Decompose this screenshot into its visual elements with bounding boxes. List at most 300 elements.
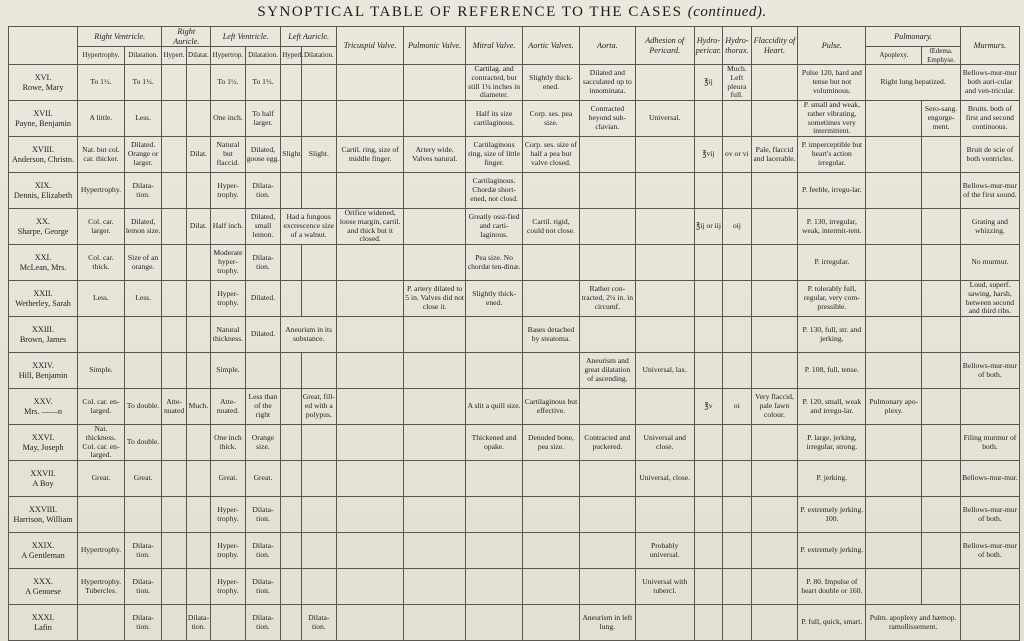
cell: To 1½. xyxy=(211,65,246,101)
cell xyxy=(922,209,961,245)
cell: Less. xyxy=(78,281,125,317)
cell: Dilated and sacculated up to innominata. xyxy=(579,65,635,101)
case-cell: XXIX. A Gentleman xyxy=(9,533,78,569)
cell: Dilata-tion. xyxy=(124,605,162,641)
cell: Thickened and opake. xyxy=(466,425,523,461)
cell xyxy=(866,209,922,245)
cell xyxy=(751,245,798,281)
cell xyxy=(337,389,404,425)
cell: Universal, lax. xyxy=(635,353,694,389)
cell xyxy=(281,533,301,569)
cell: Bellows-mur-mur of both. xyxy=(960,497,1019,533)
cell: P. feeble, irregu-lar. xyxy=(798,173,866,209)
cell xyxy=(523,281,580,317)
cell xyxy=(694,461,722,497)
cell xyxy=(694,497,722,533)
cell: Less. xyxy=(124,101,162,137)
cell xyxy=(866,281,922,317)
cell xyxy=(337,461,404,497)
cell xyxy=(466,569,523,605)
cell: P. imperceptible but heart's action irregular. xyxy=(798,137,866,173)
header-murmurs: Murmurs. xyxy=(960,27,1019,65)
cell xyxy=(635,65,694,101)
cell xyxy=(337,605,404,641)
cell: Col. car. en-larged. xyxy=(78,389,125,425)
cell xyxy=(162,569,186,605)
cell xyxy=(523,569,580,605)
case-cell: XXII. Wetherley, Sarah xyxy=(9,281,78,317)
cell: To double. xyxy=(124,389,162,425)
cell xyxy=(723,245,751,281)
cell xyxy=(635,389,694,425)
cell: Dilated, goose egg. xyxy=(245,137,281,173)
cell xyxy=(337,425,404,461)
cell xyxy=(162,209,186,245)
cell xyxy=(124,497,162,533)
cell: Dilated, lemon size. xyxy=(124,209,162,245)
cell xyxy=(751,65,798,101)
cell: Universal with tubercl. xyxy=(635,569,694,605)
cell xyxy=(301,497,337,533)
cell xyxy=(866,461,922,497)
case-cell: XVIII. Anderson, Christn. xyxy=(9,137,78,173)
cell: ℥vij xyxy=(694,137,722,173)
cell xyxy=(960,389,1019,425)
cell xyxy=(281,65,301,101)
cell: Cartilag. and contracted, but still 1¼ inches in diameter. xyxy=(466,65,523,101)
cell xyxy=(404,245,466,281)
cell xyxy=(922,137,961,173)
case-cell: XXV. Mrs. ——n xyxy=(9,389,78,425)
cell xyxy=(301,65,337,101)
subheader-ra-dilatat: Dilatat. xyxy=(186,47,210,65)
case-cell: XXI. McLean, Mrs. xyxy=(9,245,78,281)
cell xyxy=(866,173,922,209)
cell: Very flaccid, pale fawn colour. xyxy=(751,389,798,425)
cell: Dilata-tion. xyxy=(186,605,210,641)
cell xyxy=(866,245,922,281)
cell xyxy=(337,497,404,533)
cell: ℥v xyxy=(694,389,722,425)
cell xyxy=(694,317,722,353)
cell xyxy=(523,533,580,569)
cell xyxy=(723,353,751,389)
cell xyxy=(404,425,466,461)
cell xyxy=(281,281,301,317)
cell: Dilated, small lemon. xyxy=(245,209,281,245)
cell xyxy=(922,569,961,605)
cell xyxy=(186,245,210,281)
cell xyxy=(523,173,580,209)
cell: Dilata-tion. xyxy=(124,533,162,569)
cell: Dilata-tion. xyxy=(245,569,281,605)
cell xyxy=(635,209,694,245)
cell xyxy=(404,533,466,569)
case-cell: XXVII. A Boy xyxy=(9,461,78,497)
cell: Dilata-tion. xyxy=(245,245,281,281)
cell xyxy=(124,317,162,353)
cell: P. 80. Impulse of heart double or 160. xyxy=(798,569,866,605)
cell: P. large, jerking, irregular, strong. xyxy=(798,425,866,461)
cell xyxy=(866,497,922,533)
cell xyxy=(301,101,337,137)
cell: Bellows-mur-mur of both. xyxy=(960,533,1019,569)
subheader-apoplexy: Apoplexy. xyxy=(866,47,922,65)
cell xyxy=(723,461,751,497)
cell xyxy=(922,425,961,461)
cell xyxy=(922,497,961,533)
subheader-rv-dilatation: Dilatation. xyxy=(124,47,162,65)
table-row xyxy=(9,281,1020,317)
subheader-lv-hypertrop: Hypertrop. xyxy=(211,47,246,65)
cell: Universal and close. xyxy=(635,425,694,461)
cell xyxy=(635,317,694,353)
cell xyxy=(186,317,210,353)
cell: Hyper-trophy. xyxy=(211,569,246,605)
subheader-lv-dilatation: Dilatation. xyxy=(245,47,281,65)
cell: To 1½. xyxy=(78,65,125,101)
cell xyxy=(466,497,523,533)
cell: Bruits. both of first and second continuous. xyxy=(960,101,1019,137)
cell: Filing murmur of both. xyxy=(960,425,1019,461)
cell xyxy=(523,497,580,533)
table-row xyxy=(9,173,1020,209)
cell: Col. car. larger. xyxy=(78,209,125,245)
cell xyxy=(301,569,337,605)
subheader-rv-hypertrophy: Hypertrophy. xyxy=(78,47,125,65)
header-right-auricle: Right Auricle. xyxy=(162,27,211,47)
cell xyxy=(162,317,186,353)
cell xyxy=(281,569,301,605)
cell: ℥ij xyxy=(694,65,722,101)
cell xyxy=(301,281,337,317)
cell: Hypertrophy. xyxy=(78,533,125,569)
cell xyxy=(281,425,301,461)
cell xyxy=(404,389,466,425)
cell xyxy=(694,245,722,281)
cell: Hypertrophy. xyxy=(78,173,125,209)
cell xyxy=(723,173,751,209)
cell xyxy=(337,101,404,137)
case-cell: XXIII. Brown, James xyxy=(9,317,78,353)
subheader-la-hyperl: Hyperl. xyxy=(281,47,301,65)
cell xyxy=(466,605,523,641)
cell: A little. xyxy=(78,101,125,137)
table-row xyxy=(9,65,1020,101)
cell xyxy=(281,389,301,425)
cell xyxy=(186,425,210,461)
cell xyxy=(186,65,210,101)
cell: Hyper-trophy. xyxy=(211,497,246,533)
cell xyxy=(579,173,635,209)
cell xyxy=(723,497,751,533)
cell xyxy=(186,497,210,533)
cell xyxy=(281,173,301,209)
cell xyxy=(751,209,798,245)
cell xyxy=(466,353,523,389)
cell: P. 130, full, str. and jerking. xyxy=(798,317,866,353)
cell xyxy=(751,317,798,353)
cell: Aneurism in left lung. xyxy=(579,605,635,641)
cell: Cartilaginous. Chordæ short-ened, not closd. xyxy=(466,173,523,209)
cell xyxy=(922,353,961,389)
cell: ov or vi xyxy=(723,137,751,173)
cell xyxy=(337,65,404,101)
cell xyxy=(337,533,404,569)
cell xyxy=(78,605,125,641)
cell: Corp. ses. pea size. xyxy=(523,101,580,137)
cell: Aneurism in its substance. xyxy=(281,317,337,353)
cell xyxy=(466,461,523,497)
cell: Half inch. xyxy=(211,209,246,245)
cell: Pulmonary apo-plexy. xyxy=(866,389,922,425)
cell xyxy=(866,101,922,137)
cell xyxy=(922,245,961,281)
cell: Pulse 120, hard and tense but not voluminous. xyxy=(798,65,866,101)
cell: Dilata-tion. xyxy=(124,569,162,605)
cell xyxy=(281,101,301,137)
header-right-ventricle: Right Ventricle. xyxy=(78,27,162,47)
cell xyxy=(523,605,580,641)
header-aorta: Aorta. xyxy=(579,27,635,65)
table-row xyxy=(9,605,1020,641)
cell: Dilat. xyxy=(186,137,210,173)
cell xyxy=(162,65,186,101)
cell xyxy=(523,461,580,497)
cell: Cartilaginous but effective. xyxy=(523,389,580,425)
cell xyxy=(337,353,404,389)
cell xyxy=(960,317,1019,353)
cell: To half larger. xyxy=(245,101,281,137)
header-pulmonary: Pulmonary. xyxy=(866,27,961,47)
cell xyxy=(694,281,722,317)
cell: Slightly thick-ened. xyxy=(523,65,580,101)
cell xyxy=(281,245,301,281)
table-row xyxy=(9,245,1020,281)
cell: Dilated. xyxy=(245,281,281,317)
cell: Col. car. thick. xyxy=(78,245,125,281)
cell xyxy=(635,137,694,173)
header-left-auricle: Left Auricle. xyxy=(281,27,337,47)
cell xyxy=(245,353,281,389)
cell: Cartilaginous ring, size of little finger. xyxy=(466,137,523,173)
cell: P. jerking. xyxy=(798,461,866,497)
cell: Simple. xyxy=(211,353,246,389)
cell: Pulm. apoplexy and hæmop. ramollissement. xyxy=(866,605,961,641)
cell: Contracted beyond sub-clavian. xyxy=(579,101,635,137)
cell: Bellows-mur-mur of both. xyxy=(960,353,1019,389)
cell xyxy=(301,533,337,569)
cell xyxy=(337,245,404,281)
header-hydropericar: Hydro-pericar. xyxy=(694,27,722,65)
cell xyxy=(922,461,961,497)
cell: To 1½. xyxy=(124,65,162,101)
cell xyxy=(78,317,125,353)
cell xyxy=(723,425,751,461)
cell xyxy=(751,281,798,317)
cell: oij xyxy=(723,209,751,245)
cell: Great. xyxy=(124,461,162,497)
cell xyxy=(162,461,186,497)
cell xyxy=(404,569,466,605)
cell: Nat. but col. car. thicker. xyxy=(78,137,125,173)
cell: Atte-nuated xyxy=(162,389,186,425)
cell xyxy=(337,173,404,209)
cell: P. extremely jerking. 100. xyxy=(798,497,866,533)
cell xyxy=(211,605,246,641)
cell: P. 130, irregular, weak, intermit-tent. xyxy=(798,209,866,245)
cell: Sero-sang. engorge-ment. xyxy=(922,101,961,137)
cell: Atte-nuated. xyxy=(211,389,246,425)
cell xyxy=(162,245,186,281)
cell xyxy=(404,101,466,137)
cell: Slight. xyxy=(301,137,337,173)
cell xyxy=(694,605,722,641)
cell: Orange size. xyxy=(245,425,281,461)
cell: Dilata-tion. xyxy=(245,533,281,569)
cell xyxy=(162,605,186,641)
cell xyxy=(124,353,162,389)
cell xyxy=(281,605,301,641)
title-main: SYNOPTICAL TABLE OF REFERENCE TO THE CASES xyxy=(257,4,683,20)
cell xyxy=(866,533,922,569)
cell: Loud, superf. sawing, harsh, between second and third ribs. xyxy=(960,281,1019,317)
header-left-ventricle: Left Ventricle. xyxy=(211,27,281,47)
cell: Cartil. ring, size of middle finger. xyxy=(337,137,404,173)
cell: Denuded bone, pea size. xyxy=(523,425,580,461)
cell: Greatly ossi-fied and carti-laginous. xyxy=(466,209,523,245)
table-row xyxy=(9,569,1020,605)
cell: Much. xyxy=(186,389,210,425)
cell: Universal. xyxy=(635,101,694,137)
cell: Dilated. Orange or larger. xyxy=(124,137,162,173)
cell xyxy=(281,497,301,533)
cell xyxy=(466,533,523,569)
cell: Had a fungous excrescence size of a walnut. xyxy=(281,209,337,245)
cell xyxy=(694,101,722,137)
cell: Probably universal. xyxy=(635,533,694,569)
table-row xyxy=(9,425,1020,461)
cell xyxy=(866,137,922,173)
cell xyxy=(694,569,722,605)
cell xyxy=(922,281,961,317)
table-row xyxy=(9,353,1020,389)
cell: A slit a quill size. xyxy=(466,389,523,425)
table-row xyxy=(9,497,1020,533)
cell xyxy=(922,389,961,425)
cell: Bellows-mur-mur both auri-cular and ven-tricular. xyxy=(960,65,1019,101)
case-cell: XIX. Dennis, Elizabeth xyxy=(9,173,78,209)
case-cell: XVI. Rowe, Mary xyxy=(9,65,78,101)
cell xyxy=(723,533,751,569)
cell: Aneurism and great dilatation of ascending. xyxy=(579,353,635,389)
cell xyxy=(186,173,210,209)
cell: Universal, close. xyxy=(635,461,694,497)
cell xyxy=(466,317,523,353)
cell xyxy=(337,281,404,317)
cell: P. small and weak, rather vibrating, sometimes very intermittent. xyxy=(798,101,866,137)
cell: Great. xyxy=(245,461,281,497)
cell xyxy=(635,497,694,533)
cell xyxy=(960,605,1019,641)
cell xyxy=(579,533,635,569)
cell xyxy=(162,425,186,461)
cell xyxy=(579,569,635,605)
page-title xyxy=(0,4,1024,21)
cell: Dilated. xyxy=(245,317,281,353)
cell xyxy=(866,425,922,461)
case-cell: XXVI. May, Joseph xyxy=(9,425,78,461)
cell: Dilata-tion. xyxy=(124,173,162,209)
cell: Corp. ses. size of half a pea but valve closed. xyxy=(523,137,580,173)
cell xyxy=(723,605,751,641)
cell xyxy=(162,533,186,569)
cell xyxy=(751,101,798,137)
cell: Pea size. No chordæ ten-dinæ. xyxy=(466,245,523,281)
cell: One inch. xyxy=(211,101,246,137)
cell xyxy=(404,173,466,209)
table-row xyxy=(9,137,1020,173)
cell xyxy=(723,281,751,317)
cell xyxy=(751,569,798,605)
cell xyxy=(186,569,210,605)
cell: Natural but flaccid. xyxy=(211,137,246,173)
cell xyxy=(337,317,404,353)
header-pulmonic: Pulmonic Valve. xyxy=(404,27,466,65)
table-row xyxy=(9,101,1020,137)
table-row xyxy=(9,389,1020,425)
header-adhesion: Adhesion of Pericard. xyxy=(635,27,694,65)
cell xyxy=(162,101,186,137)
cell: Orifice widened, loose margin, cartil. and thick but it closed. xyxy=(337,209,404,245)
cell xyxy=(579,461,635,497)
cell xyxy=(301,353,337,389)
cell xyxy=(186,101,210,137)
case-cell: XXVIII. Harrison, William xyxy=(9,497,78,533)
cell xyxy=(723,101,751,137)
cell xyxy=(186,461,210,497)
cell: Dilata-tion. xyxy=(245,173,281,209)
cell: Rather con-tracted, 2¼ in. in circumf. xyxy=(579,281,635,317)
cell: Hyper-trophy. xyxy=(211,173,246,209)
cell xyxy=(162,353,186,389)
cell xyxy=(78,497,125,533)
case-cell: XXXI. Lafin xyxy=(9,605,78,641)
cell xyxy=(751,605,798,641)
cell xyxy=(301,461,337,497)
cell: Hyper-trophy. xyxy=(211,533,246,569)
cell xyxy=(635,605,694,641)
case-cell: XXIV. Hill, Benjamin xyxy=(9,353,78,389)
cell xyxy=(579,389,635,425)
cell xyxy=(751,353,798,389)
cell: To double. xyxy=(124,425,162,461)
subheader-oedema: Œdema. Emphyse. xyxy=(922,47,961,65)
cell xyxy=(694,353,722,389)
cell: P. extremely jerking. xyxy=(798,533,866,569)
cell xyxy=(281,353,301,389)
header-hydrothorax: Hydro-thorax. xyxy=(723,27,751,65)
cell: ℥ij or iij xyxy=(694,209,722,245)
cell xyxy=(523,353,580,389)
cell: oi xyxy=(723,389,751,425)
cell xyxy=(301,245,337,281)
header-pulse: Pulse. xyxy=(798,27,866,65)
cell xyxy=(960,569,1019,605)
cell: Hypertrophy. Tubercles. xyxy=(78,569,125,605)
cell xyxy=(186,533,210,569)
cell: Dilata-tion. xyxy=(245,605,281,641)
